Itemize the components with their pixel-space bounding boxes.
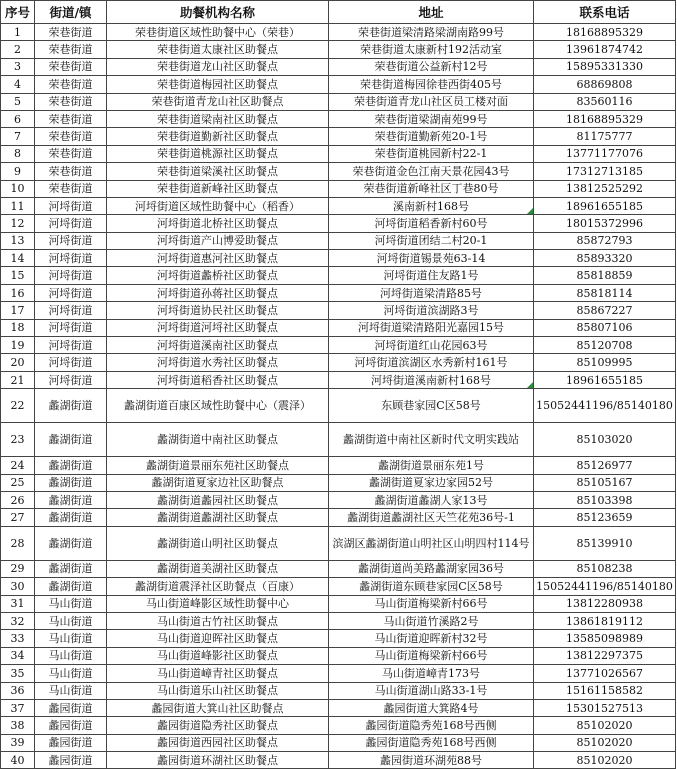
cell-no: 11 — [1, 197, 35, 214]
cell-phone: 85109995 — [534, 354, 676, 371]
table-row — [1, 163, 676, 180]
table-row — [1, 734, 676, 751]
cell-org: 河埒街道区域性助餐中心（稻香） — [107, 197, 329, 214]
cell-phone: 18961655185 — [534, 197, 676, 214]
cell-no: 32 — [1, 612, 35, 629]
cell-addr: 河埒街道溪南新村168号 — [329, 371, 534, 388]
cell-addr: 河埒街道团结二村20-1 — [329, 232, 534, 249]
header-phone: 联系电话 — [534, 1, 676, 24]
cell-street: 河埒街道 — [35, 302, 107, 319]
cell-no: 1 — [1, 24, 35, 41]
table-row — [1, 232, 676, 249]
cell-org: 河埒街道惠河社区助餐点 — [107, 250, 329, 267]
cell-addr: 荣巷街道梁清路梁湖南路99号 — [329, 24, 534, 41]
table-row — [1, 389, 676, 423]
cell-street: 马山街道 — [35, 630, 107, 647]
cell-no: 36 — [1, 682, 35, 699]
cell-org: 河埒街道溪南社区助餐点 — [107, 337, 329, 354]
cell-org: 荣巷街道太康社区助餐点 — [107, 41, 329, 58]
table-row — [1, 682, 676, 699]
table-row — [1, 560, 676, 577]
cell-org: 蠡园街道大箕山社区助餐点 — [107, 699, 329, 716]
cell-no: 17 — [1, 302, 35, 319]
cell-phone: 85105167 — [534, 474, 676, 491]
cell-no: 8 — [1, 145, 35, 162]
cell-street: 河埒街道 — [35, 250, 107, 267]
cell-phone: 85139910 — [534, 526, 676, 560]
cell-phone: 13771026567 — [534, 665, 676, 682]
cell-phone: 13861819112 — [534, 612, 676, 629]
cell-street: 马山街道 — [35, 612, 107, 629]
cell-no: 24 — [1, 457, 35, 474]
cell-addr: 马山街道梅梁新村66号 — [329, 595, 534, 612]
cell-phone: 85103020 — [534, 423, 676, 457]
cell-street: 马山街道 — [35, 665, 107, 682]
cell-street: 河埒街道 — [35, 215, 107, 232]
cell-phone: 15052441196/85140180 — [534, 578, 676, 595]
cell-no: 37 — [1, 699, 35, 716]
table-row — [1, 595, 676, 612]
cell-addr: 蠡园街道大箕路4号 — [329, 699, 534, 716]
cell-phone: 15895331330 — [534, 58, 676, 75]
cell-org: 河埒街道蠡桥社区助餐点 — [107, 267, 329, 284]
table-row — [1, 665, 676, 682]
cell-org: 荣巷街道新峰社区助餐点 — [107, 180, 329, 197]
cell-org: 蠡湖街道夏家边社区助餐点 — [107, 474, 329, 491]
cell-street: 荣巷街道 — [35, 163, 107, 180]
cell-phone: 17312713185 — [534, 163, 676, 180]
cell-phone: 18961655185 — [534, 371, 676, 388]
cell-no: 28 — [1, 526, 35, 560]
cell-no: 2 — [1, 41, 35, 58]
cell-org: 荣巷街道勤新社区助餐点 — [107, 128, 329, 145]
cell-org: 河埒街道产山博爱助餐点 — [107, 232, 329, 249]
cell-street: 蠡湖街道 — [35, 474, 107, 491]
table-row — [1, 752, 676, 769]
cell-street: 荣巷街道 — [35, 76, 107, 93]
header-no: 序号 — [1, 1, 35, 24]
cell-org: 马山街道峰影社区助餐点 — [107, 647, 329, 664]
table-row — [1, 250, 676, 267]
cell-org: 蠡湖街道百康区域性助餐中心（震泽） — [107, 389, 329, 423]
cell-org: 河埒街道河埒社区助餐点 — [107, 319, 329, 336]
cell-addr: 蠡湖街道东顾巷家园C区58号 — [329, 578, 534, 595]
table-row — [1, 630, 676, 647]
table-row — [1, 110, 676, 127]
cell-addr: 荣巷街道梁湖南苑99号 — [329, 110, 534, 127]
cell-addr: 蠡园街道隐秀苑168号西侧 — [329, 717, 534, 734]
cell-addr: 滨湖区蠡湖街道山明社区山明四村114号 — [329, 526, 534, 560]
cell-org: 马山街道嶂青社区助餐点 — [107, 665, 329, 682]
cell-no: 23 — [1, 423, 35, 457]
cell-addr: 蠡湖街道蠡湖人家13号 — [329, 491, 534, 508]
cell-no: 19 — [1, 337, 35, 354]
cell-addr: 蠡园街道环湖苑88号 — [329, 752, 534, 769]
cell-addr: 河埒街道梁清路阳光嘉园15号 — [329, 319, 534, 336]
cell-addr: 荣巷街道勤新苑20-1号 — [329, 128, 534, 145]
cell-org: 蠡湖街道景丽东苑社区助餐点 — [107, 457, 329, 474]
cell-street: 马山街道 — [35, 647, 107, 664]
cell-phone: 68869808 — [534, 76, 676, 93]
cell-addr: 河埒街道红山花园63号 — [329, 337, 534, 354]
cell-org: 蠡湖街道震泽社区助餐点（百康） — [107, 578, 329, 595]
cell-no: 31 — [1, 595, 35, 612]
cell-street: 荣巷街道 — [35, 58, 107, 75]
cell-street: 河埒街道 — [35, 371, 107, 388]
cell-street: 河埒街道 — [35, 267, 107, 284]
cell-org: 荣巷街道桃源社区助餐点 — [107, 145, 329, 162]
cell-no: 27 — [1, 509, 35, 526]
cell-no: 25 — [1, 474, 35, 491]
table-row — [1, 491, 676, 508]
cell-no: 14 — [1, 250, 35, 267]
cell-org: 蠡园街道西园社区助餐点 — [107, 734, 329, 751]
cell-phone: 85867227 — [534, 302, 676, 319]
cell-street: 荣巷街道 — [35, 180, 107, 197]
cell-street: 荣巷街道 — [35, 41, 107, 58]
cell-no: 16 — [1, 284, 35, 301]
cell-no: 22 — [1, 389, 35, 423]
cell-addr: 马山街道湖山路33-1号 — [329, 682, 534, 699]
cell-no: 12 — [1, 215, 35, 232]
cell-street: 荣巷街道 — [35, 24, 107, 41]
cell-addr: 东顾巷家园C区58号 — [329, 389, 534, 423]
cell-no: 10 — [1, 180, 35, 197]
header-street: 街道/镇 — [35, 1, 107, 24]
cell-street: 蠡园街道 — [35, 752, 107, 769]
cell-phone: 18168895329 — [534, 24, 676, 41]
cell-no: 38 — [1, 717, 35, 734]
cell-street: 蠡湖街道 — [35, 526, 107, 560]
cell-phone: 13812297375 — [534, 647, 676, 664]
cell-no: 18 — [1, 319, 35, 336]
cell-org: 马山街道迎晖社区助餐点 — [107, 630, 329, 647]
table-body — [1, 24, 676, 769]
cell-phone: 85123659 — [534, 509, 676, 526]
cell-phone: 13771177076 — [534, 145, 676, 162]
cell-no: 6 — [1, 110, 35, 127]
cell-org: 蠡园街道环湖社区助餐点 — [107, 752, 329, 769]
table-row — [1, 180, 676, 197]
table-row — [1, 457, 676, 474]
cell-phone: 85807106 — [534, 319, 676, 336]
cell-street: 蠡湖街道 — [35, 423, 107, 457]
cell-no: 4 — [1, 76, 35, 93]
cell-addr: 马山街道迎晖新村32号 — [329, 630, 534, 647]
cell-org: 河埒街道孙蒋社区助餐点 — [107, 284, 329, 301]
cell-org: 蠡湖街道蠡园社区助餐点 — [107, 491, 329, 508]
cell-no: 33 — [1, 630, 35, 647]
cell-phone: 15052441196/85140180 — [534, 389, 676, 423]
cell-street: 荣巷街道 — [35, 93, 107, 110]
cell-street: 荣巷街道 — [35, 128, 107, 145]
cell-addr: 蠡湖街道中南社区新时代文明实践站 — [329, 423, 534, 457]
cell-street: 蠡园街道 — [35, 699, 107, 716]
table-row — [1, 215, 676, 232]
cell-no: 3 — [1, 58, 35, 75]
cell-street: 蠡湖街道 — [35, 578, 107, 595]
cell-org: 河埒街道水秀社区助餐点 — [107, 354, 329, 371]
table-row — [1, 423, 676, 457]
table-row — [1, 76, 676, 93]
cell-street: 蠡湖街道 — [35, 389, 107, 423]
cell-addr: 马山街道竹溪路2号 — [329, 612, 534, 629]
cell-org: 荣巷街道梁南社区助餐点 — [107, 110, 329, 127]
cell-no: 20 — [1, 354, 35, 371]
cell-street: 河埒街道 — [35, 232, 107, 249]
cell-org: 马山街道古竹社区助餐点 — [107, 612, 329, 629]
cell-org: 蠡湖街道蠡湖社区助餐点 — [107, 509, 329, 526]
cell-phone: 15161158582 — [534, 682, 676, 699]
table-row — [1, 24, 676, 41]
cell-org: 荣巷街道龙山社区助餐点 — [107, 58, 329, 75]
cell-addr: 河埒街道滨湖区水秀新村161号 — [329, 354, 534, 371]
cell-no: 35 — [1, 665, 35, 682]
cell-no: 26 — [1, 491, 35, 508]
cell-no: 39 — [1, 734, 35, 751]
cell-addr: 荣巷街道金色江南天景花园43号 — [329, 163, 534, 180]
cell-street: 河埒街道 — [35, 284, 107, 301]
cell-phone: 81175777 — [534, 128, 676, 145]
cell-street: 河埒街道 — [35, 354, 107, 371]
cell-org: 蠡湖街道美湖社区助餐点 — [107, 560, 329, 577]
cell-addr: 马山街道梅梁新村66号 — [329, 647, 534, 664]
cell-org: 荣巷街道区域性助餐中心（荣巷） — [107, 24, 329, 41]
cell-street: 马山街道 — [35, 595, 107, 612]
cell-org: 河埒街道北桥社区助餐点 — [107, 215, 329, 232]
cell-addr: 河埒街道住友路1号 — [329, 267, 534, 284]
table-row — [1, 717, 676, 734]
table-row — [1, 526, 676, 560]
cell-addr: 荣巷街道公益新村12号 — [329, 58, 534, 75]
cell-org: 荣巷街道梅园社区助餐点 — [107, 76, 329, 93]
cell-phone: 18168895329 — [534, 110, 676, 127]
cell-addr: 荣巷街道新峰社区丁巷80号 — [329, 180, 534, 197]
cell-phone: 85818859 — [534, 267, 676, 284]
cell-no: 29 — [1, 560, 35, 577]
cell-phone: 13812280938 — [534, 595, 676, 612]
table-row — [1, 302, 676, 319]
cell-addr: 蠡湖街道尚美路蠡湖家园36号 — [329, 560, 534, 577]
cell-no: 21 — [1, 371, 35, 388]
cell-addr: 荣巷街道梅园徐巷西街405号 — [329, 76, 534, 93]
cell-addr: 河埒街道稻香新村60号 — [329, 215, 534, 232]
cell-addr: 荣巷街道桃园新村22-1 — [329, 145, 534, 162]
table-row — [1, 612, 676, 629]
table-row — [1, 58, 676, 75]
cell-phone: 85102020 — [534, 752, 676, 769]
table-row — [1, 197, 676, 214]
table-row — [1, 371, 676, 388]
cell-addr: 蠡湖街道夏家边家园52号 — [329, 474, 534, 491]
cell-addr: 马山街道嶂青173号 — [329, 665, 534, 682]
header-addr: 地址 — [329, 1, 534, 24]
cell-street: 蠡湖街道 — [35, 560, 107, 577]
cell-phone: 83560116 — [534, 93, 676, 110]
table-row — [1, 128, 676, 145]
cell-street: 蠡湖街道 — [35, 457, 107, 474]
table-header-row — [1, 1, 676, 24]
cell-phone: 85818114 — [534, 284, 676, 301]
cell-addr: 蠡湖街道景丽东苑1号 — [329, 457, 534, 474]
cell-phone: 13812525292 — [534, 180, 676, 197]
cell-addr: 荣巷街道太康新村192活动室 — [329, 41, 534, 58]
cell-phone: 85108238 — [534, 560, 676, 577]
cell-no: 34 — [1, 647, 35, 664]
table-row — [1, 578, 676, 595]
cell-addr: 蠡湖街道蠡湖社区天竺花苑36号-1 — [329, 509, 534, 526]
cell-street: 蠡湖街道 — [35, 491, 107, 508]
cell-addr: 溪南新村168号 — [329, 197, 534, 214]
cell-no: 15 — [1, 267, 35, 284]
cell-phone: 85126977 — [534, 457, 676, 474]
cell-phone: 85102020 — [534, 734, 676, 751]
table-row — [1, 647, 676, 664]
cell-no: 13 — [1, 232, 35, 249]
table-row — [1, 284, 676, 301]
table-row — [1, 474, 676, 491]
header-org: 助餐机构名称 — [107, 1, 329, 24]
cell-org: 蠡湖街道中南社区助餐点 — [107, 423, 329, 457]
cell-street: 马山街道 — [35, 682, 107, 699]
table-row — [1, 699, 676, 716]
cell-street: 河埒街道 — [35, 197, 107, 214]
cell-addr: 河埒街道滨湖路3号 — [329, 302, 534, 319]
cell-org: 马山街道峰影区域性助餐中心 — [107, 595, 329, 612]
cell-street: 蠡园街道 — [35, 734, 107, 751]
cell-org: 马山街道乐山社区助餐点 — [107, 682, 329, 699]
cell-street: 荣巷街道 — [35, 110, 107, 127]
cell-org: 蠡园街道隐秀社区助餐点 — [107, 717, 329, 734]
cell-no: 5 — [1, 93, 35, 110]
cell-phone: 85102020 — [534, 717, 676, 734]
cell-street: 河埒街道 — [35, 337, 107, 354]
cell-phone: 15301527513 — [534, 699, 676, 716]
cell-street: 蠡园街道 — [35, 717, 107, 734]
cell-phone: 13585098989 — [534, 630, 676, 647]
cell-phone: 13961874742 — [534, 41, 676, 58]
table-row — [1, 41, 676, 58]
cell-addr: 蠡园街道隐秀苑168号西侧 — [329, 734, 534, 751]
table-row — [1, 354, 676, 371]
cell-org: 荣巷街道青龙山社区助餐点 — [107, 93, 329, 110]
cell-org: 河埒街道协民社区助餐点 — [107, 302, 329, 319]
cell-no: 40 — [1, 752, 35, 769]
cell-street: 河埒街道 — [35, 319, 107, 336]
cell-phone: 85872793 — [534, 232, 676, 249]
cell-no: 7 — [1, 128, 35, 145]
table-row — [1, 319, 676, 336]
table-row — [1, 145, 676, 162]
cell-addr: 荣巷街道青龙山社区员工楼对面 — [329, 93, 534, 110]
cell-phone: 85120708 — [534, 337, 676, 354]
cell-org: 蠡湖街道山明社区助餐点 — [107, 526, 329, 560]
cell-street: 荣巷街道 — [35, 145, 107, 162]
cell-addr: 河埒街道锡景苑63-14 — [329, 250, 534, 267]
table-row — [1, 93, 676, 110]
table-row — [1, 509, 676, 526]
cell-phone: 85103398 — [534, 491, 676, 508]
cell-org: 河埒街道稻香社区助餐点 — [107, 371, 329, 388]
cell-no: 9 — [1, 163, 35, 180]
cell-street: 蠡湖街道 — [35, 509, 107, 526]
cell-org: 荣巷街道梁溪社区助餐点 — [107, 163, 329, 180]
cell-addr: 河埒街道梁清路85号 — [329, 284, 534, 301]
cell-phone: 18015372996 — [534, 215, 676, 232]
cell-no: 30 — [1, 578, 35, 595]
table-row — [1, 267, 676, 284]
cell-phone: 85893320 — [534, 250, 676, 267]
table-row — [1, 337, 676, 354]
